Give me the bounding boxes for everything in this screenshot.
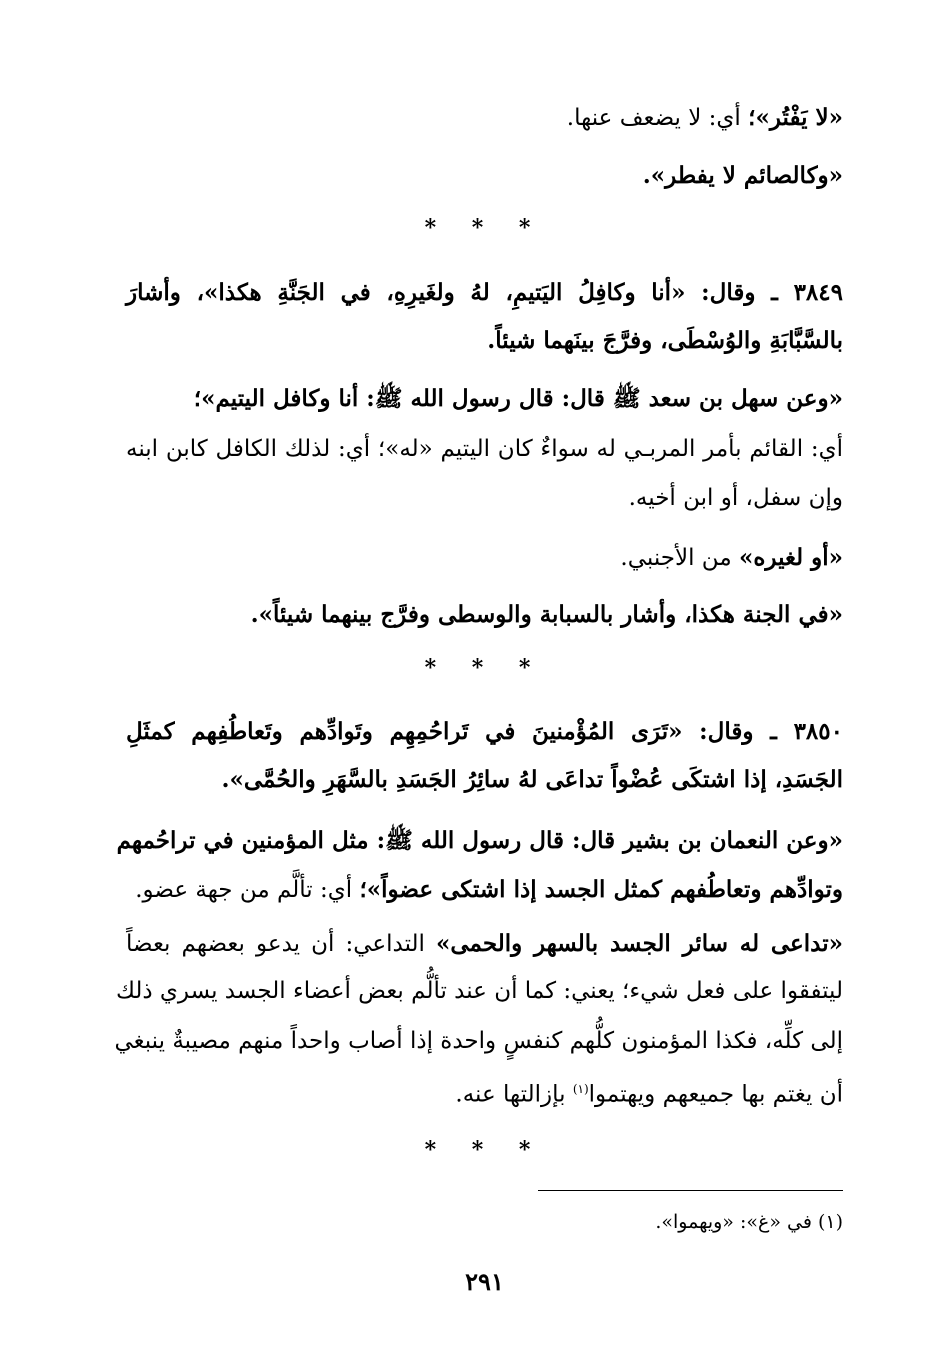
hadith-3850-line: الجَسَدِ، إذا اشتكَى عُضْواً تداعَى لهُ سائِرُ الجَسَدِ بالسَّهَرِ والحُمَّى». <box>221 766 843 793</box>
commentary-line: «وعن النعمان بن بشير قال: قال رسول الله ﷺ: مثل المؤمنين في تراحُمهم <box>116 827 843 854</box>
hadith-3849-line: ٣٨٤٩ ـ وقال: «أنا وكافِلُ اليَتيمِ، لهُ ولغَيرِهِ، في الجَنَّةِ هكذا»، وأشارَ <box>126 279 843 306</box>
footnote: (١) في «غ»: «ويهموا». <box>655 1211 843 1233</box>
commentary-line: ليتفقوا على فعل شيء؛ يعني: كما أن عند تألُّم بعض أعضاء الجسد يسري ذلك <box>115 978 843 1004</box>
commentary-line: وتوادِّهم وتعاطُفهم كمثل الجسد إذا اشتكى عضواً»؛ أي: تألَّم من جهة عضو. <box>135 876 843 903</box>
commentary-line: إلى كلِّه، فكذا المؤمنون كلُّهم كنفسٍ واحدة إذا أصاب واحداً منهم مصيبةٌ ينبغي <box>114 1028 843 1054</box>
text-line: «لا يَفْتُر»؛ أي: لا يضعف عنها. <box>566 104 843 131</box>
hadith-3850-line: ٣٨٥٠ ـ وقال: «تَرَى المُؤْمنينَ في تَراحُمِهِم وتَوادِّهم وتَعاطُفِهم كمثَلِ <box>126 718 843 745</box>
text-line: «وكالصائم لا يفطر». <box>642 162 843 189</box>
commentary-line: أي: القائم بأمر المربـي له سواءٌ كان اليتيم «له»؛ أي: لذلك الكافل كابن ابنه <box>126 436 843 462</box>
document-page <box>114 0 843 1372</box>
commentary-line: «أو لغيره» من الأجنبي. <box>620 544 843 571</box>
page-number: ٢٩١ <box>465 1267 504 1296</box>
commentary-line: «وعن سهل بن سعد ﷺ قال: قال رسول الله ﷺ: أنا وكافل اليتيم»؛ <box>193 385 843 412</box>
commentary-line: أن يغتم بها جميعهم ويهتموا$^{(١)}$ بإزالتها عنه. <box>455 1081 843 1108</box>
footnote-marker[interactable]: (١) <box>572 1082 589 1096</box>
footnote-divider <box>538 1190 843 1191</box>
commentary-line: «في الجنة هكذا، وأشار بالسبابة والوسطى وفرَّج بينهما شيئاً». <box>250 601 843 628</box>
hadith-3849-line: بالسَّبَّابَةِ والوُسْطَى، وفرَّجَ بينَهما شيئاً. <box>487 327 843 354</box>
commentary-line: «تداعى له سائر الجسد بالسهر والحمى» التداعي: أن يدعو بعضهم بعضاً <box>126 930 843 957</box>
section-separator: * * * <box>424 655 545 681</box>
section-separator: * * * <box>424 215 545 241</box>
commentary-line: وإن سفل، أو ابن أخيه. <box>628 485 843 511</box>
section-separator: * * * <box>424 1137 545 1163</box>
